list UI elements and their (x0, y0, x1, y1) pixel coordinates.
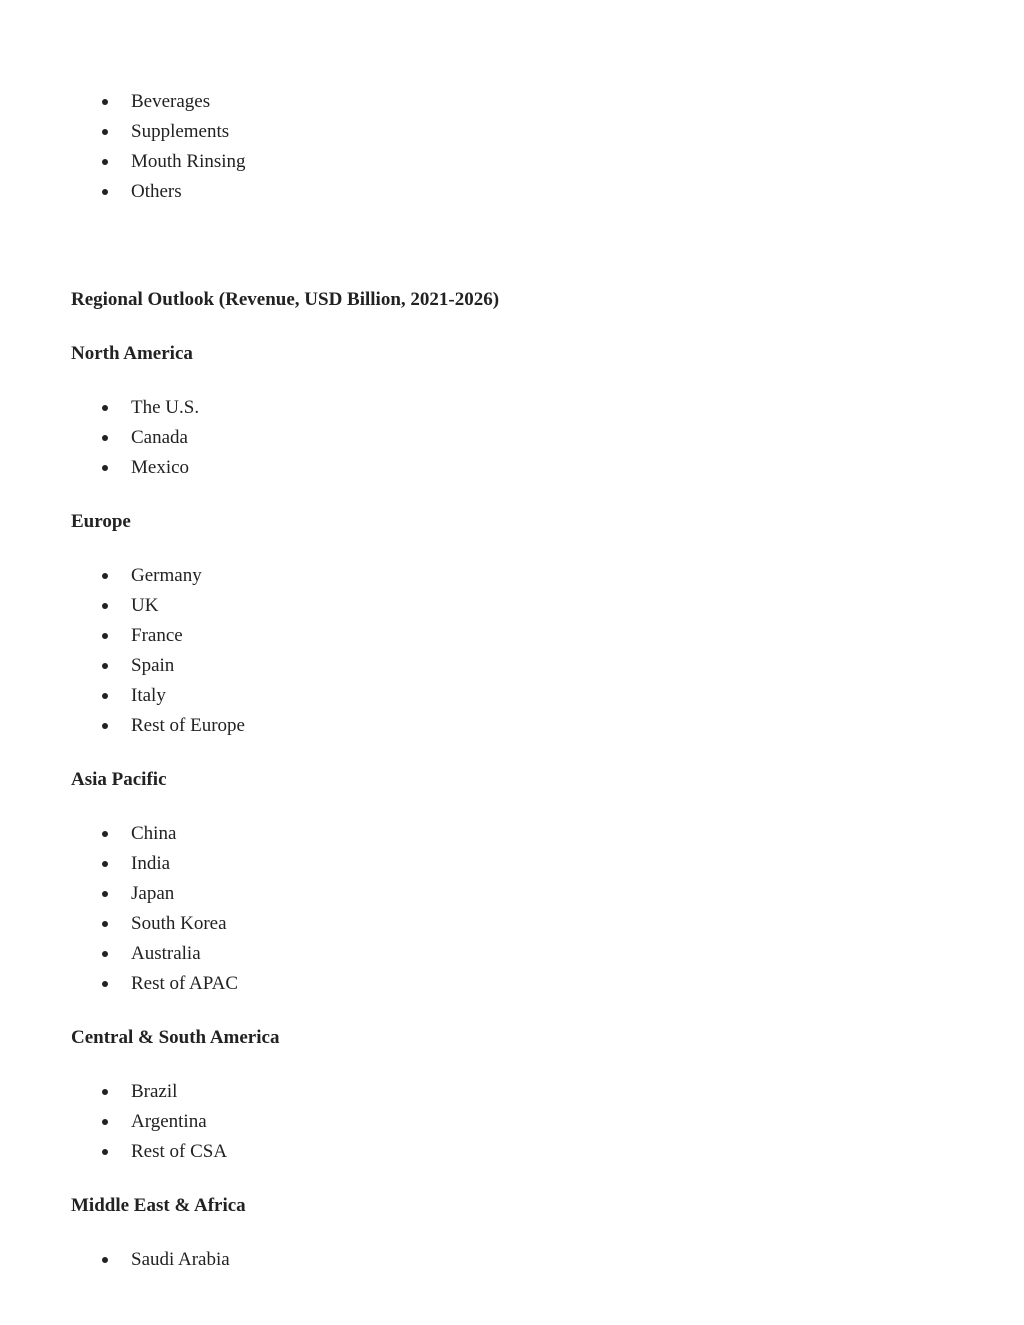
bullet-icon (102, 435, 108, 441)
region-heading-europe: Europe (71, 511, 131, 532)
bullet-icon (102, 723, 108, 729)
region-heading-north-america: North America (71, 343, 193, 364)
bullet-icon (102, 1089, 108, 1095)
bullet-icon (102, 951, 108, 957)
bullet-icon (102, 861, 108, 867)
bullet-icon (102, 465, 108, 471)
bullet-icon (102, 573, 108, 579)
bullet-icon (102, 129, 108, 135)
bullet-icon (102, 1119, 108, 1125)
bullet-icon (102, 663, 108, 669)
bullet-icon (102, 921, 108, 927)
bullet-icon (102, 891, 108, 897)
document-page: Beverages Supplements Mouth Rinsing Others Regional Outlook (Revenue, USD Billion, 2021-2026) North America The U.S. Canada Mexico Europe Germany UK France Spain Italy Rest of Europe Asia Pacific China India Japan South Korea Australia Rest of APAC Central & South America Brazil Argentina Rest of CSA Middle East & Africa Saudi Arabia (71, 91, 500, 1270)
bullet-icon (102, 831, 108, 837)
bullet-icon (102, 981, 108, 987)
bullet-icon (102, 1149, 108, 1155)
bullet-icon (102, 603, 108, 609)
bullet-icon (102, 189, 108, 195)
bullet-icon (102, 693, 108, 699)
region-heading-middle-east-africa: Middle East & Africa (71, 1195, 246, 1216)
region-heading-asia-pacific: Asia Pacific (71, 769, 167, 790)
section-title: Regional Outlook (Revenue, USD Billion, 2021-2026) (71, 289, 500, 310)
bullet-icon (102, 633, 108, 639)
bullet-icon (102, 99, 108, 105)
bullet-icon (102, 159, 108, 165)
region-heading-central-south-america: Central & South America (71, 1027, 280, 1048)
bullet-icon (102, 405, 108, 411)
bullet-icon (102, 1257, 108, 1263)
